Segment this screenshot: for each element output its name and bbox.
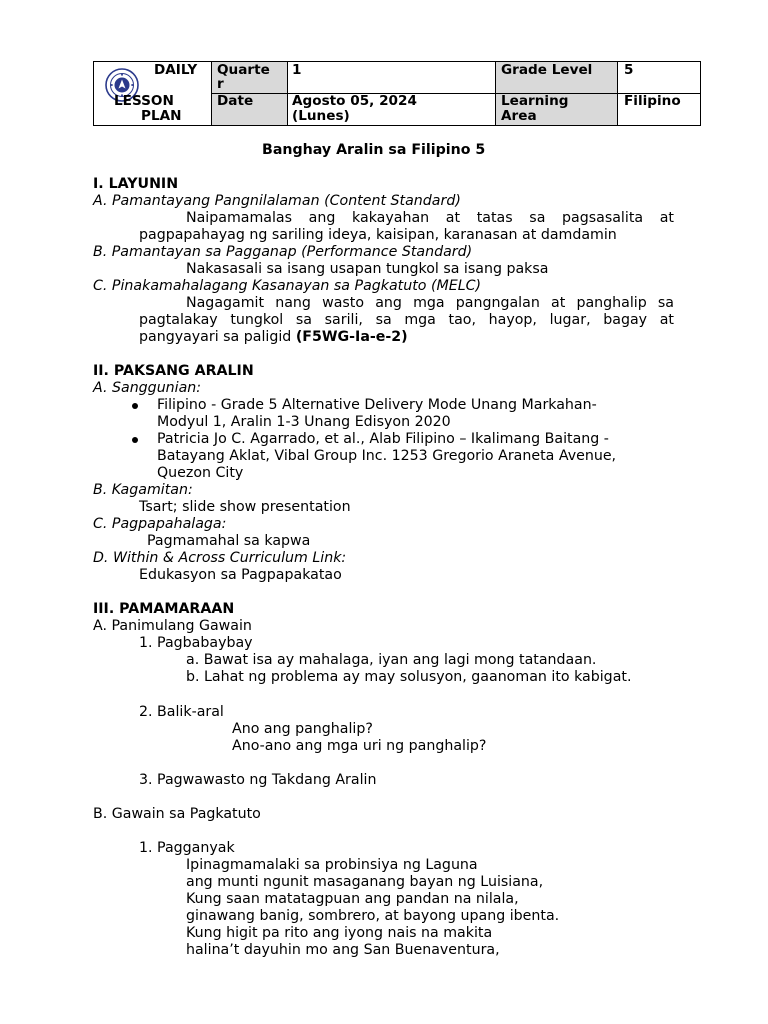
plan-title-daily: DAILY [154, 62, 198, 78]
melc-code: (F5WG-Ia-e-2) [295, 329, 408, 345]
learning-area-value: Filipino [624, 93, 681, 109]
performance-standard-text: Nakasasali sa isang usapan tungkol sa isang paksa [186, 261, 549, 277]
poem-line: ginawang banig, sombrero, at bayong upang ibenta. [186, 908, 560, 924]
melc-line-2: pagtalakay tungkol sa sarili, sa mga tao, hayop, lugar, bagay at [139, 312, 674, 328]
reference-2-line-1: Patricia Jo C. Agarrado, et al., Alab Filipino – Ikalimang Baitang - [157, 431, 609, 447]
gawain-sa-pagkatuto-label: B. Gawain sa Pagkatuto [93, 806, 261, 822]
plan-title-lesson: LESSON [114, 93, 174, 109]
performance-standard-label: B. Pamantayan sa Pagganap (Performance Standard) [93, 244, 473, 260]
quarter-label: Quarte [217, 62, 270, 78]
section-layunin-heading: I. LAYUNIN [93, 176, 179, 192]
reference-1-bullet [132, 403, 138, 409]
balik-aral-question-1: Ano ang panghalip? [232, 721, 373, 737]
pagbabaybay-item: 1. Pagbabaybay [139, 635, 253, 651]
melc-label: C. Pinakamahalagang Kasanayan sa Pagkatuto (MELC) [93, 278, 482, 294]
poem-line: halina’t dayuhin mo ang San Buenaventura, [186, 942, 500, 958]
document-title: Banghay Aralin sa Filipino 5 [262, 142, 486, 158]
date-weekday: (Lunes) [292, 108, 350, 124]
balik-aral-question-2: Ano-ano ang mga uri ng panghalip? [232, 738, 487, 754]
curriculum-link-label: D. Within & Across Curriculum Link: [93, 550, 347, 566]
pagpapahalaga-label: C. Pagpapahalaga: [93, 516, 227, 532]
pagganyak-item: 1. Pagganyak [139, 840, 235, 856]
learning-area-label: Learning [501, 93, 569, 109]
reference-1-line-2: Modyul 1, Aralin 1-3 Unang Edisyon 2020 [157, 414, 451, 430]
content-standard-line-2: pagpapahayag ng sariling ideya, kaisipan, karanasan at damdamin [139, 227, 617, 243]
learning-area-label-wrap: Area [501, 108, 537, 124]
grade-level-label: Grade Level [501, 62, 593, 78]
date-value: Agosto 05, 2024 [292, 93, 417, 109]
sanggunian-label: A. Sanggunian: [93, 380, 202, 396]
reference-1-line-1: Filipino - Grade 5 Alternative Delivery Mode Unang Markahan- [157, 397, 597, 413]
poem-line: Kung higit pa rito ang iyong nais na makita [186, 925, 493, 941]
pagbabaybay-item-a: a. Bawat isa ay mahalaga, iyan ang lagi mong tatandaan. [186, 652, 597, 668]
balik-aral-item: 2. Balik-aral [139, 704, 224, 720]
poem-line: ang munti ngunit masaganang bayan ng Luisiana, [186, 874, 544, 890]
poem-line: Kung saan matatagpuan ang pandan na nilala, [186, 891, 519, 907]
section-pamamaraan-heading: III. PAMAMARAAN [93, 601, 235, 617]
takdang-aralin-item: 3. Pagwawasto ng Takdang Aralin [139, 772, 377, 788]
quarter-value: 1 [292, 62, 302, 78]
melc-line-3 [139, 329, 408, 346]
date-label: Date [217, 93, 254, 109]
panimulang-gawain-label: A. Panimulang Gawain [93, 618, 252, 634]
content-standard-label: A. Pamantayang Pangnilalaman (Content Standard) [93, 193, 461, 209]
poem-line: Ipinagmamalaki sa probinsiya ng Laguna [186, 857, 478, 873]
reference-2-line-3: Quezon City [157, 465, 244, 481]
plan-title-plan: PLAN [141, 108, 182, 124]
kagamitan-text: Tsart; slide show presentation [139, 499, 351, 515]
content-standard-line-1: Naipamamalas ang kakayahan at tatas sa pagsasalita at [186, 210, 674, 226]
lesson-header-table [93, 61, 701, 126]
pagpapahalaga-text: Pagmamahal sa kapwa [147, 533, 311, 549]
reference-2-bullet [132, 437, 138, 443]
grade-level-value: 5 [624, 62, 634, 78]
kagamitan-label: B. Kagamitan: [93, 482, 193, 498]
melc-line-3-text: pangyayari sa paligid [139, 329, 292, 345]
pagbabaybay-item-b: b. Lahat ng problema ay may solusyon, gaanoman ito kabigat. [186, 669, 632, 685]
melc-line-1: Nagagamit nang wasto ang mga pangngalan at panghalip sa [186, 295, 674, 311]
reference-2-line-2: Batayang Aklat, Vibal Group Inc. 1253 Gregorio Araneta Avenue, [157, 448, 617, 464]
quarter-label-wrap: r [217, 76, 224, 92]
curriculum-link-text: Edukasyon sa Pagpapakatao [139, 567, 342, 583]
section-paksang-aralin-heading: II. PAKSANG ARALIN [93, 363, 254, 379]
